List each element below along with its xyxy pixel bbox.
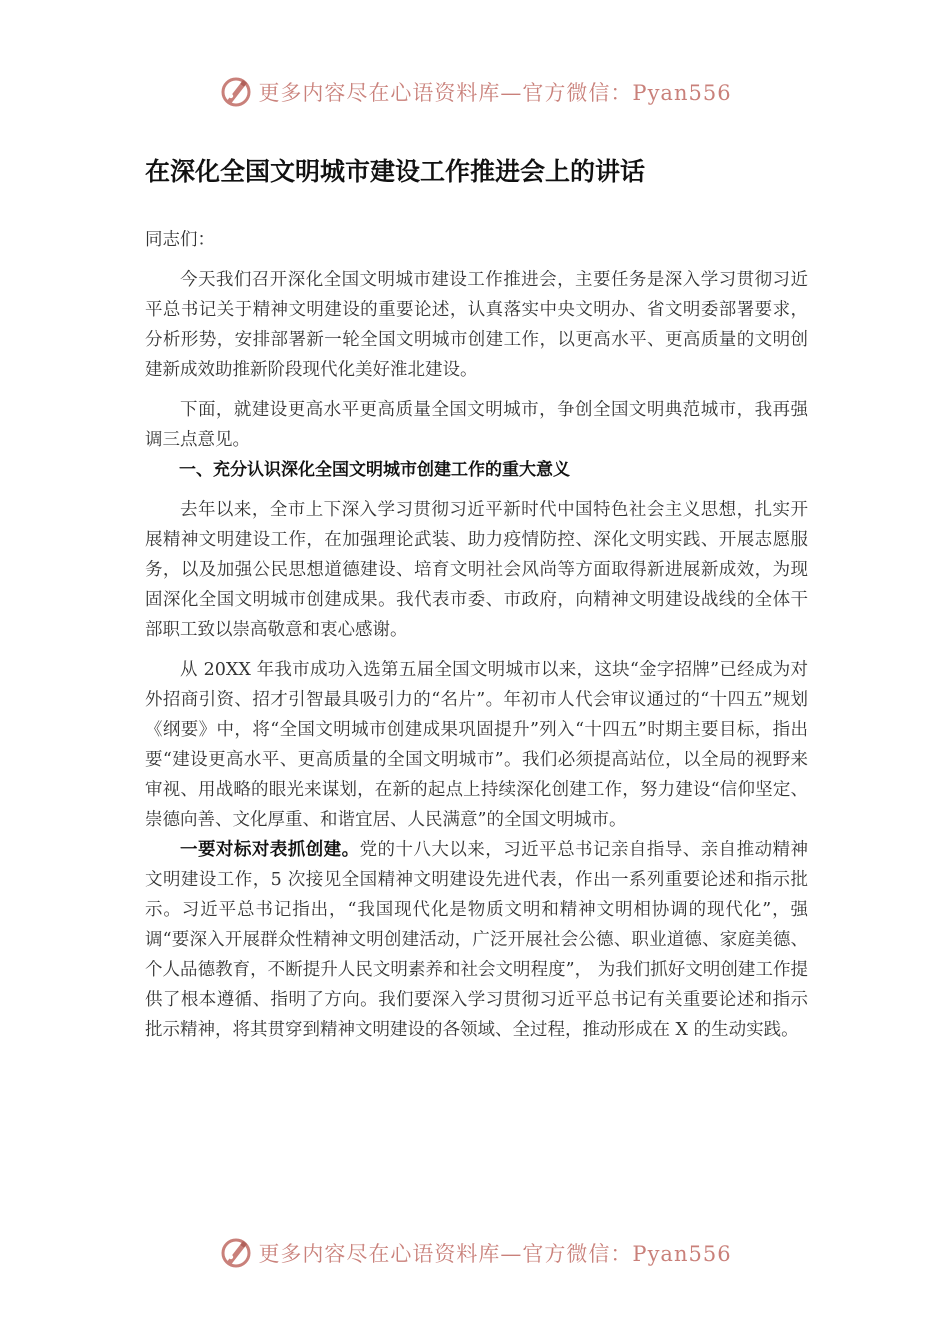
paragraph-5-text: 党的十八大以来，习近平总书记亲自指导、亲自推动精神文明建设工作，5 次接见全国精神文明建设先进代表，作出一系列重要论述和指示批示。习近平总书记指出，“我国现代化是物质文明和精神文明相协调的现代化”，强调“要深入开展群众性精神文明创建活动，广泛开展社会公德、职业道德、家庭美德、个人品德教育，不断提升人民文明素养和社会文明程度”， 为我们抓好文明创建工作提供了根本遵循、指明了方向。我们要深入学习贯彻习近平总书记有关重要论述和指示批示精神，将其贯穿到精神文明建设的各领域、全过程，推动形成在 X 的生动实践。 (145, 840, 809, 1040)
banner-text: 更多内容尽在心语资料库—官方微信：Pyan556 (258, 81, 732, 105)
footer-banner (0, 1233, 950, 1273)
paragraph-4: 从 20XX 年我市成功入选第五届全国文明城市以来，这块“金字招牌”已经成为对外招商引资、招才引智最具吸引力的“名片”。年初市人代会审议通过的“十四五”规划《纲要》中，将“全国文明城市创建成果巩固提升”列入“十四五”时期主要目标，指出要“建设更高水平、更高质量的全国文明城市”。我们必须提高站位，以全局的视野来审视、用战略的眼光来谋划，在新的起点上持续深化创建工作，努力建设“信仰坚定、崇德向善、文化厚重、和谐宜居、人民满意”的全国文明城市。 (145, 660, 808, 830)
paragraph-1: 今天我们召开深化全国文明城市建设工作推进会，主要任务是深入学习贯彻习近平总书记关于精神文明建设的重要论述，认真落实中央文明办、省文明委部署要求，分析形势，安排部署新一轮全国文明城市创建工作，以更高水平、更高质量的文明创建新成效助推新阶段现代化美好淮北建设。 (145, 270, 808, 380)
paragraph-5-lead: 一要对标对表抓创建。 (180, 840, 360, 860)
header-banner (0, 72, 950, 112)
document-body (145, 225, 808, 1045)
paragraph-3: 去年以来，全市上下深入学习贯彻习近平新时代中国特色社会主义思想，扎实开展精神文明建设工作，在加强理论武装、助力疫情防控、深化文明实践、开展志愿服务，以及加强公民思想道德建设、培育文明社会风尚等方面取得新进展新成效，为现固深化全国文明城市创建成果。我代表市委、市政府，向精神文明建设战线的全体干部职工致以崇高敬意和衷心感谢。 (145, 500, 808, 640)
pen-logo-icon (218, 1235, 254, 1271)
paragraph-5 (145, 835, 808, 1045)
page-title: 在深化全国文明城市建设工作推进会上的讲话 (145, 157, 646, 186)
paragraph-2: 下面，就建设更高水平更高质量全国文明城市，争创全国文明典范城市，我再强调三点意见。 (145, 400, 808, 450)
pen-logo-icon (218, 74, 254, 110)
salutation: 同志们： (145, 230, 215, 250)
section-heading-1: 一、充分认识深化全国文明城市创建工作的重大意义 (179, 460, 570, 480)
banner-text: 更多内容尽在心语资料库—官方微信：Pyan556 (258, 1242, 732, 1266)
